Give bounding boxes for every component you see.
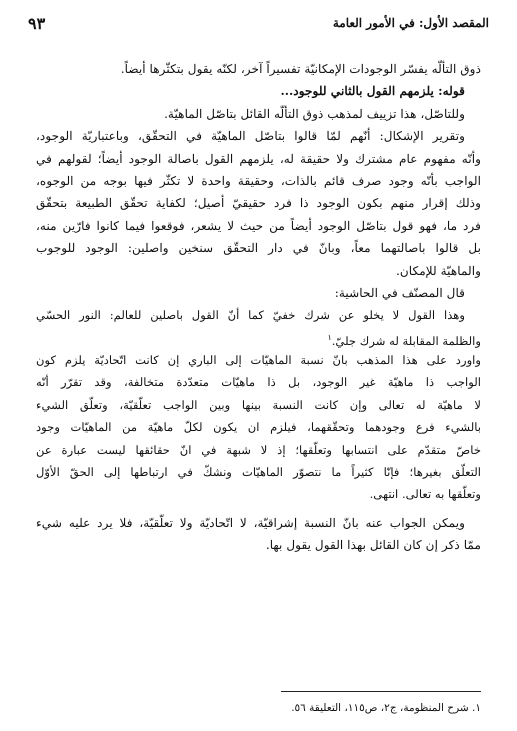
text-line <box>36 534 481 556</box>
text-line-content: وذلك إقرار منهم بكون الوجود ذا فرد حقيقيّ أصيل؛ لكفاية تحقّق الطبيعة بتحقّق <box>36 196 481 211</box>
text-line-content: ذوق التألّه يفسّر الوجودات الإمكانيّة تفسيراً آخر، لكنّه يقول بتكثّرها أيضاً. <box>120 62 481 76</box>
text-line-content: وللتاصّل، هذا تزييف لمذهب ذوق التألّه القائل بتاصّل الماهيّة. <box>164 106 465 121</box>
text-line <box>36 483 481 505</box>
header-title: المقصد الأول: في الأمور العامة <box>332 16 489 30</box>
text-line-content: ممّا ذكر إن كان القائل بهذا القول يقول بها. <box>265 538 481 553</box>
text-line-content: بالشيء فرع وجودهما وتحقّقهما، فيلزم ان يكون لكلّ ماهيّة من الماهيّات وجود <box>36 420 481 435</box>
text-line-content: وأنّه مفهوم عام مشترك ولا حقيقة له، يلزمهم القول باصالة الوجود أيضاً؛ لقولهم في <box>36 151 481 166</box>
text-line-content: الواجب ذا ماهيّة غير الوجود، بل ذا ماهيّات متعدّدة متخالفة، وقد تقرّر أنّه <box>36 375 481 390</box>
text-line-content: لا ماهيّة له تعالى وإن كانت النسبة بينها وبين الواجب تعلّقيّة، وتعلّق الشيء <box>36 397 481 412</box>
text-line-content: وتعلّقها به تعالى. انتهى. <box>369 487 481 502</box>
text-line <box>36 215 481 237</box>
text-line <box>36 439 481 461</box>
text-line <box>36 394 481 416</box>
text-line-content: خاصّ متقدّم على انتسابها وتعلّقها؛ إذ لا شبهة في انّ حقائقها ليست عبارة عن <box>36 442 481 457</box>
text-line <box>36 125 481 147</box>
footnote: ١. شرح المنظومة، ج٢، ص١١٥، التعليقة ٥٦. <box>291 702 481 714</box>
text-line <box>36 416 481 438</box>
text-line-content: قال المصنّف في الحاشية: <box>334 285 465 300</box>
text-line-content: ويمكن الجواب عنه بانّ النسبة إشراقيّة، لا اتّحاديّة ولا تعلّقيّة، فلا يرد عليه شيء <box>36 515 465 530</box>
text-line <box>36 371 481 393</box>
text-line <box>36 282 481 304</box>
page-number: ٩٣ <box>28 13 46 33</box>
text-line <box>36 512 481 534</box>
main-text <box>36 58 481 557</box>
text-line-content: والماهيّة للإمكان. <box>395 263 481 278</box>
text-line-content: بل قالوا باصالتهما معاً، وبانّ في دار التحقّق سنخين واصلين: الوجود للوجوب <box>36 241 481 256</box>
text-line-content: التعلّق بغيرها؛ فإنّا كثيراً ما نتصوّر الماهيّات ونشكّ في ارتباطها إلى الحقّ الأوّل <box>36 465 481 480</box>
text-line-content: وتقرير الإشكال: أنّهم لمّا قالوا بتاصّل الماهيّة في التحقّق، وباعتباريّة الوجود، <box>36 129 465 144</box>
text-line <box>36 237 481 259</box>
footnote-separator <box>281 691 481 692</box>
text-line <box>36 304 481 326</box>
text-line <box>36 260 481 282</box>
footnote-marker: ١ <box>327 332 332 342</box>
text-line-content: وهذا القول لا يخلو عن شرك خفيّ كما أنّ القول باصلين للعالم: النور الحسّي <box>36 308 465 323</box>
text-line-content: الواجب بأنّه وجود صرف قائم بالذات، وحقيقة واحدة لا تكثّر فيها بوجه من الوجوه، <box>36 173 481 188</box>
text-line <box>36 192 481 214</box>
text-line <box>36 170 481 192</box>
text-line <box>36 103 481 125</box>
text-line <box>36 80 481 102</box>
text-line <box>36 461 481 483</box>
text-line <box>36 327 481 349</box>
text-line-content: والظلمة المقابلة له شرك جليّ. <box>331 333 481 348</box>
text-line-content: فرد ما، فهو قول بتاصّل الوجود أيضاً من حيث لا يشعر، فوقعوا فيما كانوا فارّين منه، <box>36 218 481 233</box>
text-line-content: واورد على هذا المذهب بانّ نسبة الماهيّات إلى الباري إن كانت اتّحاديّة يلزم كون <box>36 353 481 368</box>
text-line <box>36 148 481 170</box>
running-header <box>28 12 489 34</box>
text-line-content: قوله: يلزمهم القول بالثاني للوجود... <box>280 84 465 99</box>
text-line <box>36 349 481 371</box>
text-line <box>36 58 481 80</box>
